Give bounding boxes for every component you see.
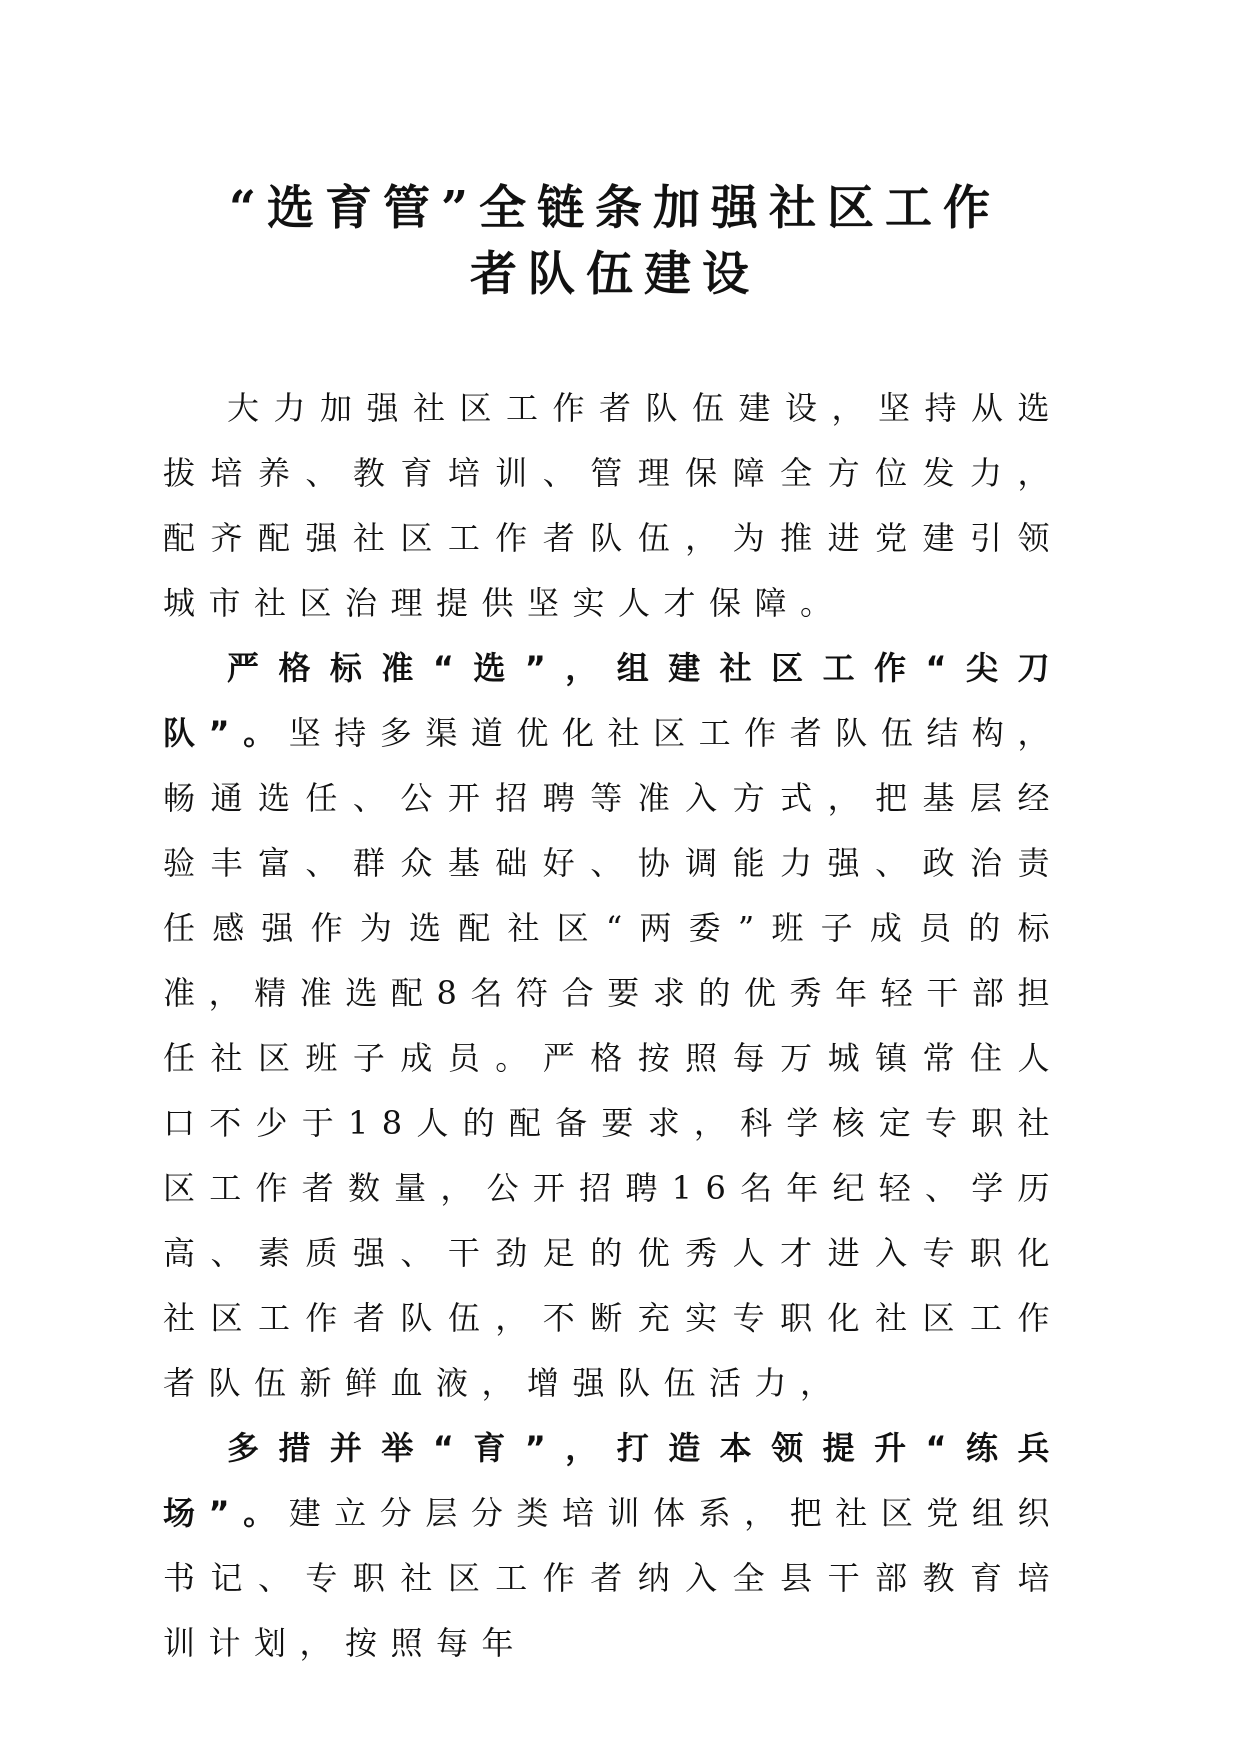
document-body <box>163 376 1063 1676</box>
section-2-body: 建立分层分类培训体系，把社区党组织书记、专职社区工作者纳入全县干部教育培训计划，按照每年 <box>163 1494 1063 1662</box>
document-title <box>150 176 1080 308</box>
section-1-heading: 严格标准“选”，组建社区工作“尖刀队”。 <box>163 649 1063 752</box>
section-1-paragraph <box>163 636 1063 1416</box>
title-line-1: “选育管”全链条加强社区工作 <box>228 181 1002 236</box>
intro-paragraph: 大力加强社区工作者队伍建设，坚持从选拔培养、教育培训、管理保障全方位发力，配齐配强社区工作者队伍，为推进党建引领城市社区治理提供坚实人才保障。 <box>163 389 1063 622</box>
title-line-2: 者队伍建设 <box>470 247 760 302</box>
section-2-paragraph <box>163 1416 1063 1676</box>
section-2-heading: 多措并举“育”，打造本领提升“练兵场”。 <box>163 1429 1063 1532</box>
section-1-body: 坚持多渠道优化社区工作者队伍结构，畅通选任、公开招聘等准入方式，把基层经验丰富、群众基础好、协调能力强、政治责任感强作为选配社区“两委”班子成员的标准，精准选配8名符合要求的优秀年轻干部担任社区班子成员。严格按照每万城镇常住人口不少于18人的配备要求，科学核定专职社区工作者数量，公开招聘16名年纪轻、学历高、素质强、干劲足的优秀人才进入专职化社区工作者队伍，不断充实专职化社区工作者队伍新鲜血液，增强队伍活力， <box>163 714 1063 1402</box>
